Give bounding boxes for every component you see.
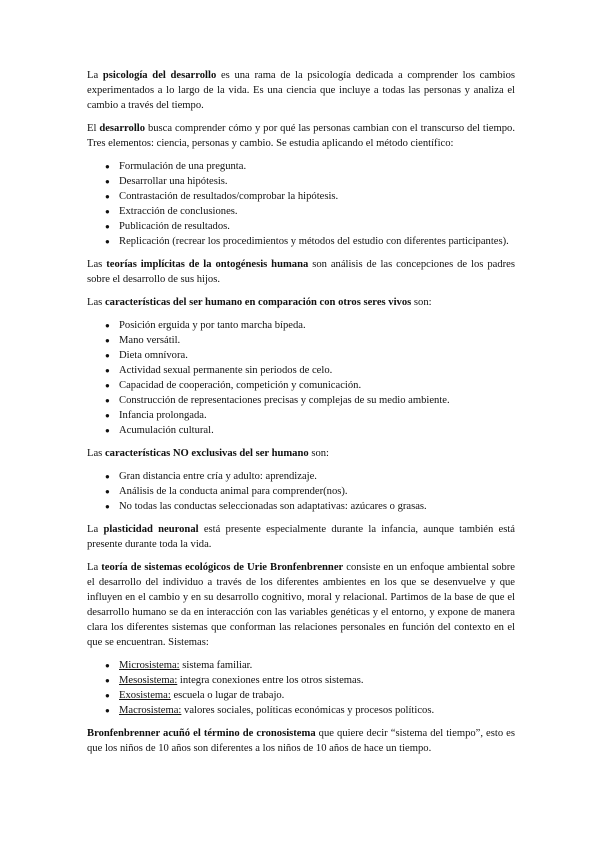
- paragraph-caracteristicas-ser-humano: Las características del ser humano en comparación con otros seres vivos son:: [87, 297, 432, 308]
- term-caracteristicas: características del ser humano en comparación con otros seres vivos: [104, 297, 412, 308]
- term-plasticidad: plasticidad neuronal: [103, 524, 199, 535]
- list-item: ● Actividad sexual permanente sin periodos de celo.: [87, 363, 515, 378]
- term-macrosistema: Macrosistema:: [119, 705, 182, 716]
- list-item: ● Exosistema: escuela o lugar de trabajo.: [87, 688, 515, 703]
- list-item: ● Publicación de resultados.: [87, 219, 515, 234]
- list-item: ● Dieta omnívora.: [87, 348, 515, 363]
- list-item: ● Construcción de representaciones precisas y complejas de su medio ambiente.: [87, 393, 515, 408]
- list-item: ● Gran distancia entre cría y adulto: aprendizaje.: [87, 469, 515, 484]
- term-microsistema: Microsistema:: [119, 660, 180, 671]
- list-item: ● Posición erguida y por tanto marcha bípeda.: [87, 318, 515, 333]
- list-item: ● Contrastación de resultados/comprobar la hipótesis.: [87, 189, 515, 204]
- document-page: [87, 68, 515, 764]
- term-teorias-implicitas: teorías implícitas de la ontogénesis humana: [106, 259, 309, 270]
- list-sistemas: [87, 658, 515, 718]
- list-item: ● Replicación (recrear los procedimientos y métodos del estudio con diferentes participantes).: [87, 234, 515, 249]
- list-item: ● Extracción de conclusiones.: [87, 204, 515, 219]
- list-item: ● Macrosistema: valores sociales, políticas económicas y procesos políticos.: [87, 703, 515, 718]
- paragraph-psicologia-desarrollo: La psicología del desarrollo es una rama de la psicología dedicada a comprender los cambios experimentados a lo largo de la vida. Es una ciencia que incluye a todas las personas y analiza el cambio a través del tiempo.: [87, 70, 515, 111]
- term-psicologia-desarrollo: psicología del desarrollo: [102, 70, 217, 81]
- paragraph-desarrollo: El desarrollo busca comprender cómo y por qué las personas cambian con el transcurso del tiempo. Tres elementos: ciencia, personas y cambio. Se estudia aplicando el método científico:: [87, 123, 515, 149]
- list-item: ● Microsistema: sistema familiar.: [87, 658, 515, 673]
- paragraph-teorias-implicitas: Las teorías implícitas de la ontogénesis humana son análisis de las concepciones de los padres sobre el desarrollo de sus hijos.: [87, 259, 515, 285]
- list-item: ● Formulación de una pregunta.: [87, 159, 515, 174]
- term-desarrollo: desarrollo: [99, 123, 146, 134]
- list-item: ● Mesosistema: integra conexiones entre los otros sistemas.: [87, 673, 515, 688]
- term-exosistema: Exosistema:: [119, 690, 171, 701]
- list-item: ● Mano versátil.: [87, 333, 515, 348]
- list-item: ● Análisis de la conducta animal para comprender(nos).: [87, 484, 515, 499]
- list-metodo-cientifico: [87, 159, 515, 249]
- list-no-exclusivas: [87, 469, 515, 514]
- list-item: ● Desarrollar una hipótesis.: [87, 174, 515, 189]
- term-cronosistema: Bronfenbrenner acuñó el término de cronosistema: [87, 728, 316, 739]
- term-no-exclusivas: características NO exclusivas del ser humano: [104, 448, 309, 459]
- term-mesosistema: Mesosistema:: [119, 675, 178, 686]
- list-item: ● Infancia prolongada.: [87, 408, 515, 423]
- list-caracteristicas: [87, 318, 515, 438]
- paragraph-bronfenbrenner: La teoría de sistemas ecológicos de Urie Bronfenbrenner consiste en un enfoque ambiental sobre el desarrollo del individuo a través de los diferentes ambientes en los que se desenvuelve y que influyen en el cambio y en su desarrollo cognitivo, moral y relacional. Partimos de la base de que el desarrollo humano se da en interacción con las variables genéticas y el entorno, y expone de manera clara los diferentes sistemas que conforman las relaciones personales en función del contexto en el que se encuentran. Sistemas:: [87, 562, 515, 648]
- list-item: ● No todas las conductas seleccionadas son adaptativas: azúcares o grasas.: [87, 499, 515, 514]
- paragraph-plasticidad: La plasticidad neuronal está presente especialmente durante la infancia, aunque también está presente durante toda la vida.: [87, 524, 515, 550]
- list-item: ● Acumulación cultural.: [87, 423, 515, 438]
- list-item: ● Capacidad de cooperación, competición y comunicación.: [87, 378, 515, 393]
- term-sistemas-ecologicos: teoría de sistemas ecológicos de Urie Bronfenbrenner: [101, 562, 344, 573]
- paragraph-no-exclusivas: Las características NO exclusivas del ser humano son:: [87, 448, 329, 459]
- paragraph-cronosistema: Bronfenbrenner acuñó el término de cronosistema que quiere decir “sistema del tiempo”, esto es que los niños de 10 años son diferentes a los niños de 10 años de hace un tiempo.: [87, 728, 515, 754]
